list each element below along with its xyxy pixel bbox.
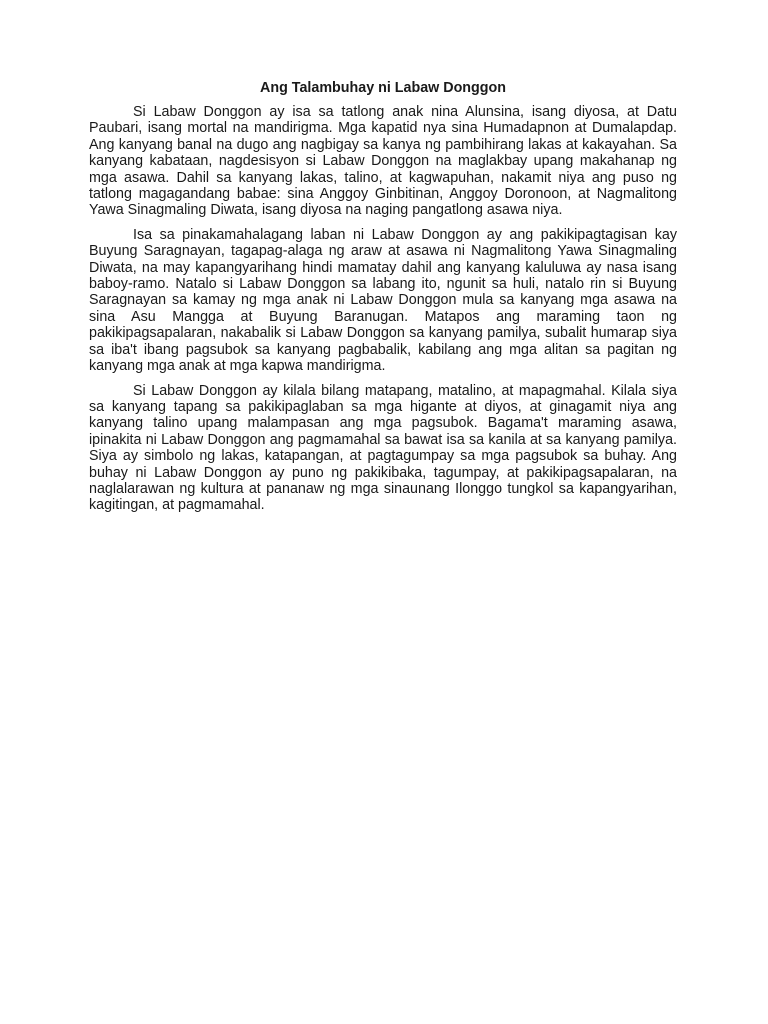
- document-body: [89, 80, 677, 522]
- paragraph-1: Si Labaw Donggon ay isa sa tatlong anak nina Alunsina, isang diyosa, at Datu Paubari, isang mortal na mandirigma. Mga kapatid nya sina Humadapnon at Dumalapdap. Ang kanyang banal na dugo ang nagbigay sa kanya ng pambihirang lakas at kakayahan. Sa kanyang kabataan, nagdesisyon si Labaw Donggon na maglakbay upang makahanap ng mga asawa. Dahil sa kanyang lakas, talino, at kagwapuhan, nakamit niya ang puso ng tatlong magagandang babae: sina Anggoy Ginbitinan, Anggoy Doronoon, at Nagmalitong Yawa Sinagmaling Diwata, isang diyosa na naging pangatlong asawa niya.: [89, 104, 677, 219]
- document-title: Ang Talambuhay ni Labaw Donggon: [260, 80, 506, 96]
- paragraph-2: Isa sa pinakamahalagang laban ni Labaw Donggon ay ang pakikipagtagisan kay Buyung Saragnayan, tagapag-alaga ng araw at asawa ni Nagmalitong Yawa Sinagmaling Diwata, na may kapangyarihang hindi mamatay dahil ang kanyang kaluluwa ay nasa isang baboy-ramo. Natalo si Labaw Donggon sa labang ito, ngunit sa huli, natalo rin si Buyung Saragnayan sa kamay ng mga anak ni Labaw Donggon mula sa kanyang mga asawa na sina Asu Mangga at Buyung Baranugan. Matapos ang maraming taon ng pakikipagsapalaran, nakabalik si Labaw Donggon sa kanyang pamilya, subalit humarap siya sa iba't ibang pagsubok sa kanyang pagbabalik, kabilang ang mga alitan sa pagitan ng kanyang mga anak at mga kapwa mandirigma.: [89, 226, 677, 375]
- paragraph-3: Si Labaw Donggon ay kilala bilang matapang, matalino, at mapagmahal. Kilala siya sa kanyang tapang sa pakikipaglaban sa mga higante at diyos, at ginagamit niya ang kanyang talino upang malampasan ang mga pagsubok. Bagama't maraming asawa, ipinakita ni Labaw Donggon ang pagmamahal sa bawat isa sa kanila at sa kanyang pamilya. Siya ay simbolo ng lakas, katapangan, at pagtagumpay sa mga pagsubok sa buhay. Ang buhay ni Labaw Donggon ay puno ng pakikibaka, tagumpay, at pakikipagsapalaran, na naglalarawan ng kultura at pananaw ng mga sinaunang Ilonggo tungkol sa kapangyarihan, kagitingan, at pagmamahal.: [89, 382, 677, 514]
